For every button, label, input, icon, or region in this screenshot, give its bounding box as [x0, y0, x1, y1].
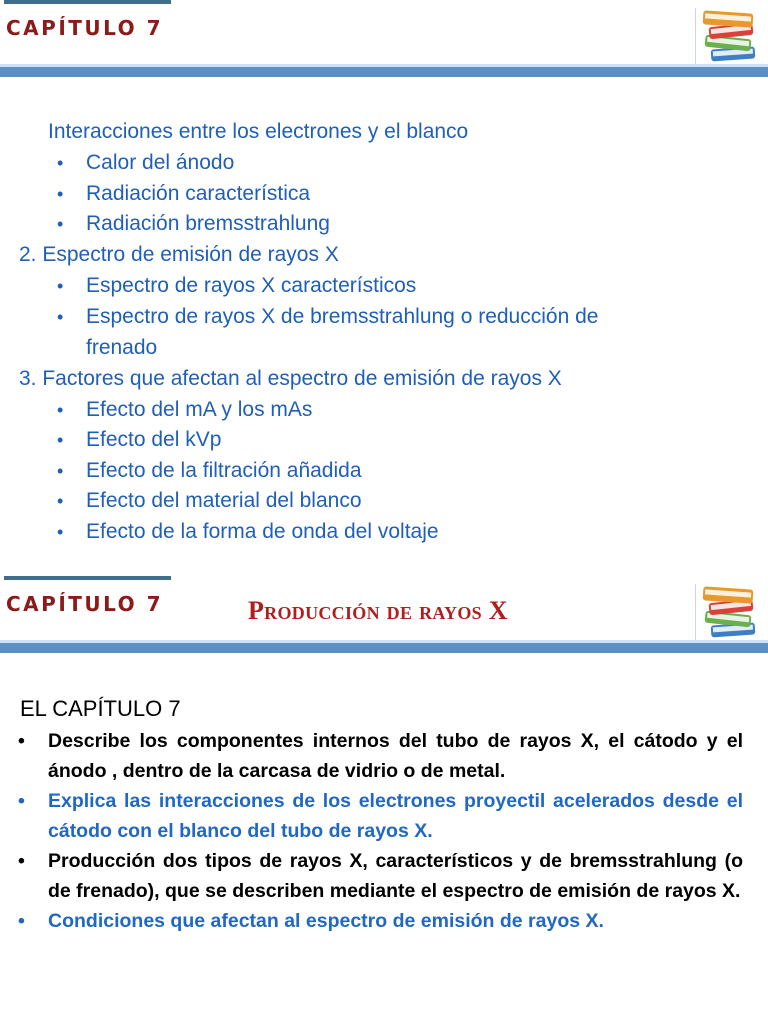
point-item: • Producción dos tipos de rayos X, característicos y de bremsstrahlung (o de frenado), que se describen mediante el espectro de emisión de rayos X.: [48, 846, 743, 906]
stack-of-books-icon: [697, 8, 761, 64]
stack-of-books-icon: [697, 584, 761, 640]
point-item: • Condiciones que afectan al espectro de emisión de rayos X.: [48, 906, 743, 936]
point-item: • Describe los componentes internos del tubo de rayos X, el cátodo y el ánodo , dentro de la carcasa de vidrio o de metal.: [48, 726, 743, 786]
point-item: • Explica las interacciones de los electrones proyectil acelerados desde el cátodo con el blanco del tubo de rayos X.: [48, 786, 743, 846]
header-divider: [695, 584, 696, 642]
header-band: [0, 67, 768, 77]
outline-bullet: • Efecto del kVp: [86, 426, 221, 454]
outline-continuation: frenado: [86, 336, 158, 359]
header-divider: [695, 8, 696, 66]
outline-bullet: • Espectro de rayos X de bremsstrahlung o reducción de: [86, 303, 598, 331]
header-rule: [4, 576, 171, 580]
outline-bullet: • Efecto de la forma de onda del voltaje: [86, 518, 439, 546]
chapter-intro: EL CAPÍTULO 7: [20, 696, 181, 721]
outline-bullet: • Radiación bremsstrahlung: [86, 210, 330, 238]
header-band: [0, 643, 768, 653]
slide-title: Producción de rayos X: [248, 596, 508, 625]
outline-bullet: • Calor del ánodo: [86, 149, 234, 177]
outline-bullet: • Efecto de la filtración añadida: [86, 457, 362, 485]
outline-bullet: • Radiación característica: [86, 180, 310, 208]
outline-bullet: • Efecto del mA y los mAs: [86, 396, 312, 424]
slide-2: [0, 572, 768, 1024]
chapter-label: CAPÍTULO 7: [6, 16, 164, 40]
outline-section: 2. Espectro de emisión de rayos X: [19, 243, 339, 266]
outline-bullet: • Efecto del material del blanco: [86, 487, 362, 515]
chapter-points: [0, 726, 768, 936]
chapter-label: CAPÍTULO 7: [6, 592, 164, 616]
header-rule: [4, 0, 171, 4]
outline-section: 3. Factores que afectan al espectro de emisión de rayos X: [19, 367, 562, 390]
outline-line: Interacciones entre los electrones y el blanco: [48, 120, 469, 143]
outline-bullet: • Espectro de rayos X característicos: [86, 272, 416, 300]
